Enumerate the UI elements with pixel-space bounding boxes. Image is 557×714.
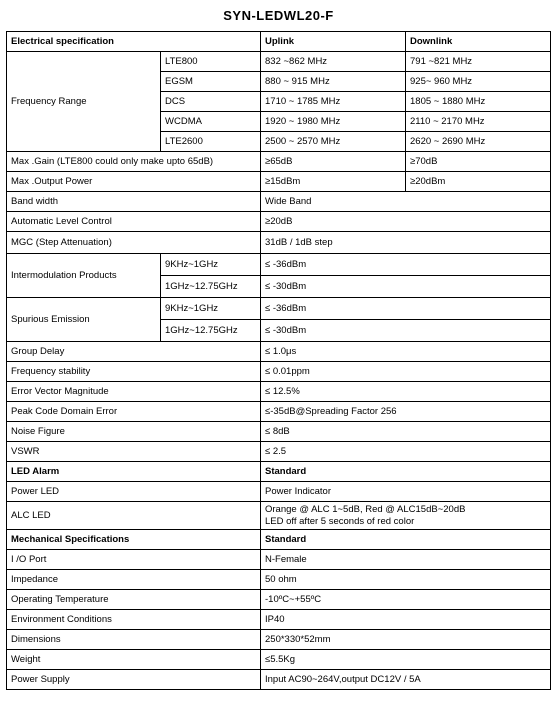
mgc-label: MGC (Step Attenuation) (7, 232, 261, 254)
alc-led-line1: Orange @ ALC 1~5dB, Red @ ALC15dB~20dB (265, 503, 466, 515)
band-label: DCS (161, 92, 261, 112)
header-uplink: Uplink (261, 32, 406, 52)
group-delay-label: Group Delay (7, 342, 261, 362)
document-title: SYN-LEDWL20-F (223, 8, 334, 23)
freq-range-label: Frequency Range (7, 52, 161, 152)
alc-led-value (261, 502, 551, 530)
io-port-value: N-Female (261, 550, 551, 570)
max-gain-downlink: ≥70dB (406, 152, 551, 172)
weight-value: ≤5.5Kg (261, 650, 551, 670)
spec-table (6, 31, 551, 690)
table-row (7, 172, 551, 192)
table-row (7, 298, 551, 320)
spurious-label: Spurious Emission (7, 298, 161, 342)
table-row (7, 462, 551, 482)
intermod-range: 9KHz~1GHz (161, 254, 261, 276)
band-label: LTE800 (161, 52, 261, 72)
band-label: LTE2600 (161, 132, 261, 152)
table-row (7, 382, 551, 402)
header-downlink: Downlink (406, 32, 551, 52)
mgc-value: 31dB / 1dB step (261, 232, 551, 254)
header-row (7, 32, 551, 52)
uplink-value: 1710 ~ 1785 MHz (261, 92, 406, 112)
led-alarm-standard: Standard (261, 462, 551, 482)
max-output-uplink: ≥15dBm (261, 172, 406, 192)
max-output-label: Max .Output Power (7, 172, 261, 192)
table-row (7, 650, 551, 670)
freq-stability-label: Frequency stability (7, 362, 261, 382)
downlink-value: 1805 ~ 1880 MHz (406, 92, 551, 112)
alc-label: Automatic Level Control (7, 212, 261, 232)
vswr-label: VSWR (7, 442, 261, 462)
power-led-label: Power LED (7, 482, 261, 502)
table-row (7, 212, 551, 232)
intermod-value: ≤ -36dBm (261, 254, 551, 276)
impedance-label: Impedance (7, 570, 261, 590)
table-row (7, 610, 551, 630)
noise-figure-label: Noise Figure (7, 422, 261, 442)
pcde-value: ≤-35dB@Spreading Factor 256 (261, 402, 551, 422)
table-row (7, 342, 551, 362)
intermod-range: 1GHz~12.75GHz (161, 276, 261, 298)
table-row (7, 482, 551, 502)
table-row (7, 670, 551, 690)
env-label: Environment Conditions (7, 610, 261, 630)
pcde-label: Peak Code Domain Error (7, 402, 261, 422)
table-row (7, 550, 551, 570)
max-gain-label: Max .Gain (LTE800 could only make upto 65dB) (7, 152, 261, 172)
table-row (7, 52, 551, 72)
table-row (7, 192, 551, 212)
uplink-value: 2500 ~ 2570 MHz (261, 132, 406, 152)
table-row (7, 422, 551, 442)
bandwidth-value: Wide Band (261, 192, 551, 212)
evm-label: Error Vector Magnitude (7, 382, 261, 402)
uplink-value: 880 ~ 915 MHz (261, 72, 406, 92)
table-row (7, 570, 551, 590)
table-row (7, 630, 551, 650)
uplink-value: 832 ~862 MHz (261, 52, 406, 72)
spurious-range: 1GHz~12.75GHz (161, 320, 261, 342)
freq-stability-value: ≤ 0.01ppm (261, 362, 551, 382)
max-output-downlink: ≥20dBm (406, 172, 551, 192)
table-row (7, 442, 551, 462)
table-row (7, 502, 551, 530)
alc-led-line2: LED off after 5 seconds of red color (265, 515, 415, 527)
table-row (7, 254, 551, 276)
band-label: EGSM (161, 72, 261, 92)
downlink-value: 2620 ~ 2690 MHz (406, 132, 551, 152)
table-row (7, 530, 551, 550)
mechanical-header: Mechanical Specifications (7, 530, 261, 550)
io-port-label: I /O Port (7, 550, 261, 570)
env-value: IP40 (261, 610, 551, 630)
group-delay-value: ≤ 1.0μs (261, 342, 551, 362)
table-row (7, 152, 551, 172)
downlink-value: 925~ 960 MHz (406, 72, 551, 92)
table-row (7, 590, 551, 610)
dimensions-value: 250*330*52mm (261, 630, 551, 650)
alc-value: ≥20dB (261, 212, 551, 232)
table-row (7, 232, 551, 254)
op-temp-label: Operating Temperature (7, 590, 261, 610)
weight-label: Weight (7, 650, 261, 670)
evm-value: ≤ 12.5% (261, 382, 551, 402)
bandwidth-label: Band width (7, 192, 261, 212)
intermod-label: Intermodulation Products (7, 254, 161, 298)
led-alarm-header: LED Alarm (7, 462, 261, 482)
power-led-value: Power Indicator (261, 482, 551, 502)
dimensions-label: Dimensions (7, 630, 261, 650)
power-supply-label: Power Supply (7, 670, 261, 690)
power-supply-value: Input AC90~264V,output DC12V / 5A (261, 670, 551, 690)
band-label: WCDMA (161, 112, 261, 132)
uplink-value: 1920 ~ 1980 MHz (261, 112, 406, 132)
downlink-value: 2110 ~ 2170 MHz (406, 112, 551, 132)
max-gain-uplink: ≥65dB (261, 152, 406, 172)
intermod-value: ≤ -30dBm (261, 276, 551, 298)
alc-led-label: ALC LED (7, 502, 261, 530)
table-row (7, 402, 551, 422)
spurious-value: ≤ -36dBm (261, 298, 551, 320)
impedance-value: 50 ohm (261, 570, 551, 590)
spurious-range: 9KHz~1GHz (161, 298, 261, 320)
mechanical-standard: Standard (261, 530, 551, 550)
header-electrical: Electrical specification (7, 32, 261, 52)
downlink-value: 791 ~821 MHz (406, 52, 551, 72)
table-row (7, 362, 551, 382)
spurious-value: ≤ -30dBm (261, 320, 551, 342)
noise-figure-value: ≤ 8dB (261, 422, 551, 442)
vswr-value: ≤ 2.5 (261, 442, 551, 462)
op-temp-value: -10ºC~+55ºC (261, 590, 551, 610)
